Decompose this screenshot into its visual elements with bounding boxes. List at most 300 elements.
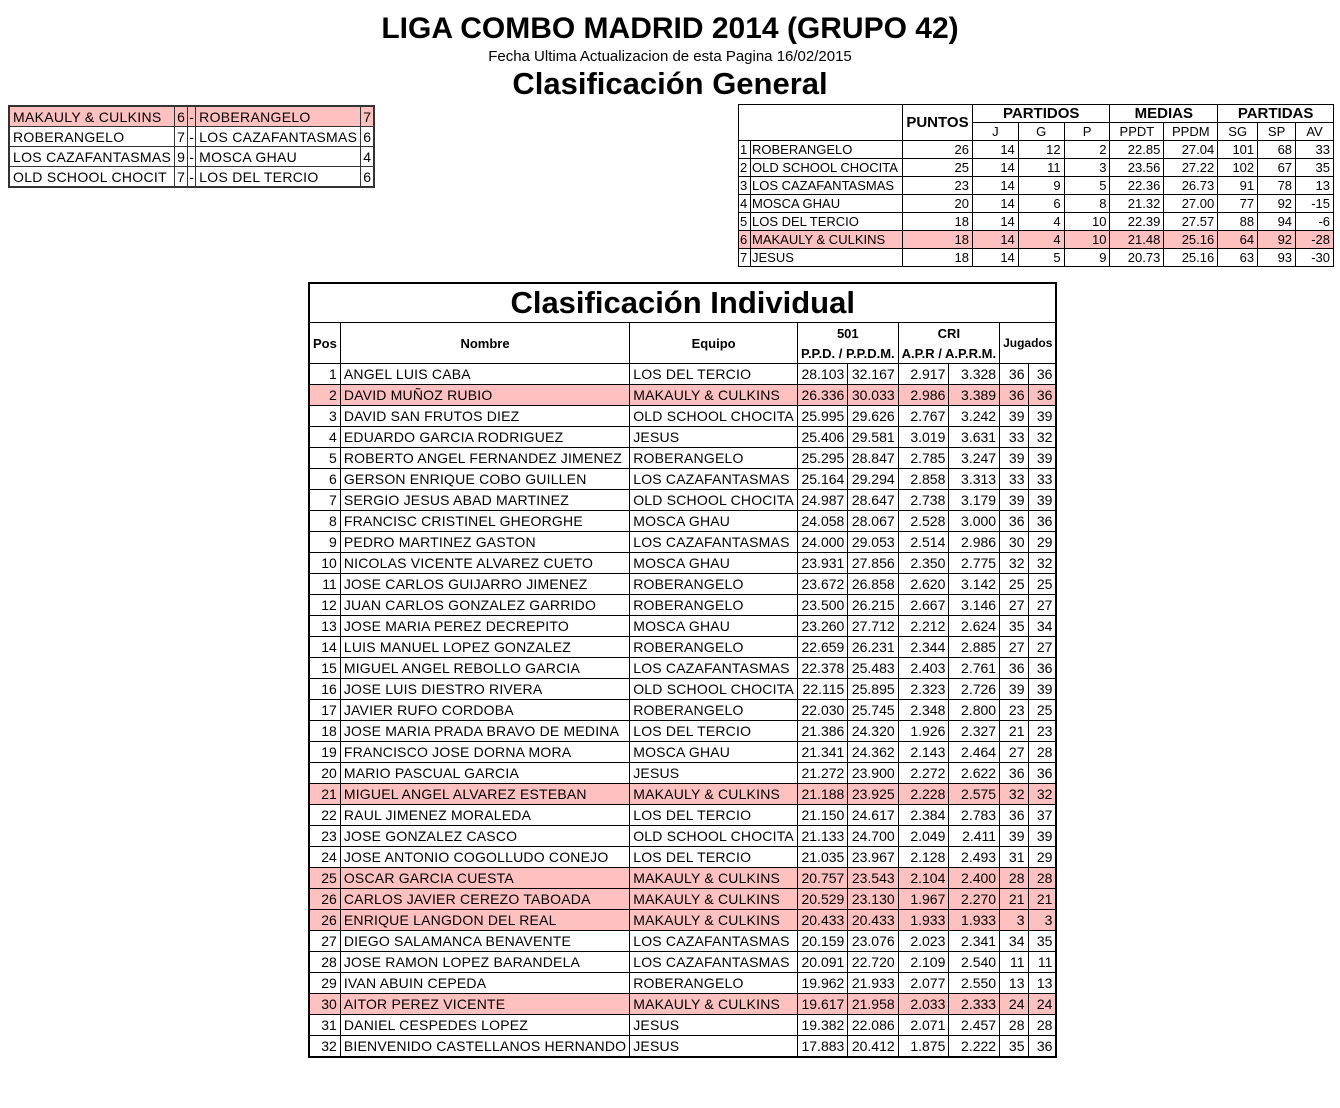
player-aprm: 3.631 — [949, 427, 1000, 448]
player-apr: 2.767 — [898, 406, 949, 427]
player-played-2: 13 — [1028, 973, 1056, 994]
general-ppdm: 26.73 — [1164, 177, 1218, 195]
player-played-2: 36 — [1028, 511, 1056, 532]
general-pos: 4 — [739, 195, 751, 213]
player-ppdm: 22.720 — [848, 952, 898, 973]
player-played-2: 39 — [1028, 679, 1056, 700]
player-pos: 26 — [309, 910, 340, 931]
general-pos: 5 — [739, 213, 751, 231]
player-pos: 17 — [309, 700, 340, 721]
player-played-1: 36 — [1000, 658, 1028, 679]
player-played-1: 33 — [1000, 427, 1028, 448]
player-row — [309, 700, 1056, 721]
player-row — [309, 532, 1056, 553]
match-home-team: LOS CAZAFANTASMAS — [9, 147, 175, 167]
general-classification-title: Clasificación General — [512, 66, 828, 101]
player-team: MAKAULY & CULKINS — [630, 784, 798, 805]
player-team: ROBERANGELO — [630, 700, 798, 721]
player-played-1: 27 — [1000, 742, 1028, 763]
player-team: OLD SCHOOL CHOCITA — [630, 490, 798, 511]
header-501: 501 — [797, 323, 898, 344]
player-ppdm: 24.700 — [848, 826, 898, 847]
general-pos: 3 — [739, 177, 751, 195]
player-pos: 18 — [309, 721, 340, 742]
player-name: ANGEL LUIS CABA — [340, 364, 629, 385]
player-ppd: 21.386 — [797, 721, 847, 742]
player-row — [309, 616, 1056, 637]
player-aprm: 2.327 — [949, 721, 1000, 742]
general-sp: 93 — [1258, 249, 1296, 267]
player-team: LOS DEL TERCIO — [630, 721, 798, 742]
player-name: DANIEL CESPEDES LOPEZ — [340, 1015, 629, 1036]
player-played-2: 36 — [1028, 658, 1056, 679]
general-team: ROBERANGELO — [750, 141, 902, 159]
match-row — [9, 127, 374, 147]
general-ppdm: 25.16 — [1164, 249, 1218, 267]
general-ppdm: 27.22 — [1164, 159, 1218, 177]
player-played-1: 39 — [1000, 679, 1028, 700]
player-row — [309, 1015, 1056, 1036]
match-away-score: 6 — [361, 127, 375, 147]
general-played: 14 — [972, 231, 1018, 249]
player-played-1: 27 — [1000, 595, 1028, 616]
matches-table — [8, 105, 375, 188]
match-home-team: ROBERANGELO — [9, 127, 175, 147]
player-pos: 29 — [309, 973, 340, 994]
player-ppd: 23.672 — [797, 574, 847, 595]
player-played-2: 39 — [1028, 490, 1056, 511]
individual-standings-table — [308, 282, 1057, 1058]
general-points: 25 — [902, 159, 972, 177]
player-pos: 7 — [309, 490, 340, 511]
player-team: MAKAULY & CULKINS — [630, 889, 798, 910]
player-apr: 1.933 — [898, 910, 949, 931]
player-apr: 2.785 — [898, 448, 949, 469]
general-av: -6 — [1296, 213, 1334, 231]
player-ppdm: 25.895 — [848, 679, 898, 700]
header-501-sub: P.P.D. / P.P.D.M. — [797, 343, 898, 364]
player-played-2: 29 — [1028, 532, 1056, 553]
player-ppdm: 32.167 — [848, 364, 898, 385]
player-name: FRANCISC CRISTINEL GHEORGHE — [340, 511, 629, 532]
player-played-1: 3 — [1000, 910, 1028, 931]
player-aprm: 2.550 — [949, 973, 1000, 994]
player-played-2: 32 — [1028, 427, 1056, 448]
player-ppdm: 23.925 — [848, 784, 898, 805]
player-team: LOS CAZAFANTASMAS — [630, 931, 798, 952]
player-apr: 1.926 — [898, 721, 949, 742]
player-played-2: 28 — [1028, 1015, 1056, 1036]
player-played-2: 11 — [1028, 952, 1056, 973]
player-played-2: 29 — [1028, 847, 1056, 868]
player-played-2: 3 — [1028, 910, 1056, 931]
player-name: DIEGO SALAMANCA BENAVENTE — [340, 931, 629, 952]
player-name: SERGIO JESUS ABAD MARTINEZ — [340, 490, 629, 511]
player-apr: 2.128 — [898, 847, 949, 868]
general-row — [739, 249, 1334, 267]
general-row — [739, 141, 1334, 159]
player-name: MARIO PASCUAL GARCIA — [340, 763, 629, 784]
player-aprm: 3.142 — [949, 574, 1000, 595]
player-ppd: 24.000 — [797, 532, 847, 553]
player-ppdm: 25.745 — [848, 700, 898, 721]
player-row — [309, 364, 1056, 385]
player-apr: 2.858 — [898, 469, 949, 490]
player-ppd: 19.382 — [797, 1015, 847, 1036]
player-ppd: 23.260 — [797, 616, 847, 637]
player-pos: 10 — [309, 553, 340, 574]
header-j: J — [972, 123, 1018, 141]
player-played-1: 28 — [1000, 1015, 1028, 1036]
player-team: LOS DEL TERCIO — [630, 847, 798, 868]
player-pos: 22 — [309, 805, 340, 826]
player-name: CARLOS JAVIER CEREZO TABOADA — [340, 889, 629, 910]
player-played-1: 36 — [1000, 763, 1028, 784]
player-team: MOSCA GHAU — [630, 511, 798, 532]
player-name: ROBERTO ANGEL FERNANDEZ JIMENEZ — [340, 448, 629, 469]
player-aprm: 3.146 — [949, 595, 1000, 616]
general-lost: 9 — [1064, 249, 1110, 267]
player-ppd: 20.529 — [797, 889, 847, 910]
player-ppd: 25.995 — [797, 406, 847, 427]
player-name: JOSE MARIA PRADA BRAVO DE MEDINA — [340, 721, 629, 742]
player-played-1: 36 — [1000, 805, 1028, 826]
player-apr: 2.023 — [898, 931, 949, 952]
player-row — [309, 973, 1056, 994]
player-played-2: 25 — [1028, 574, 1056, 595]
player-apr: 2.071 — [898, 1015, 949, 1036]
player-ppd: 21.150 — [797, 805, 847, 826]
general-ppdt: 22.39 — [1110, 213, 1164, 231]
player-name: MIGUEL ANGEL ALVAREZ ESTEBAN — [340, 784, 629, 805]
player-played-1: 23 — [1000, 700, 1028, 721]
player-pos: 11 — [309, 574, 340, 595]
individual-classification-title: Clasificación Individual — [309, 283, 1056, 323]
player-played-1: 39 — [1000, 448, 1028, 469]
player-ppdm: 28.647 — [848, 490, 898, 511]
general-sp: 92 — [1258, 195, 1296, 213]
player-row — [309, 553, 1056, 574]
general-lost: 3 — [1064, 159, 1110, 177]
player-aprm: 3.389 — [949, 385, 1000, 406]
player-apr: 2.344 — [898, 637, 949, 658]
header-puntos: PUNTOS — [902, 105, 972, 141]
player-ppd: 19.617 — [797, 994, 847, 1015]
player-team: JESUS — [630, 1036, 798, 1058]
player-apr: 2.667 — [898, 595, 949, 616]
player-team: MAKAULY & CULKINS — [630, 994, 798, 1015]
player-pos: 25 — [309, 868, 340, 889]
header-jugados: Jugados — [1000, 323, 1057, 364]
player-pos: 28 — [309, 952, 340, 973]
player-played-1: 34 — [1000, 931, 1028, 952]
general-played: 14 — [972, 249, 1018, 267]
general-av: -28 — [1296, 231, 1334, 249]
player-team: JESUS — [630, 427, 798, 448]
general-row — [739, 159, 1334, 177]
player-ppdm: 29.053 — [848, 532, 898, 553]
player-name: AITOR PEREZ VICENTE — [340, 994, 629, 1015]
player-pos: 31 — [309, 1015, 340, 1036]
general-points: 23 — [902, 177, 972, 195]
player-team: MOSCA GHAU — [630, 742, 798, 763]
general-played: 14 — [972, 177, 1018, 195]
player-name: GERSON ENRIQUE COBO GUILLEN — [340, 469, 629, 490]
player-pos: 15 — [309, 658, 340, 679]
general-standings-table — [738, 104, 1334, 267]
player-played-1: 32 — [1000, 784, 1028, 805]
general-sp: 94 — [1258, 213, 1296, 231]
header-ppdt: PPDT — [1110, 123, 1164, 141]
player-aprm: 2.800 — [949, 700, 1000, 721]
player-ppdm: 20.412 — [848, 1036, 898, 1058]
player-aprm: 3.242 — [949, 406, 1000, 427]
player-pos: 23 — [309, 826, 340, 847]
player-aprm: 2.540 — [949, 952, 1000, 973]
player-ppdm: 26.215 — [848, 595, 898, 616]
player-ppd: 21.341 — [797, 742, 847, 763]
player-row — [309, 910, 1056, 931]
player-pos: 4 — [309, 427, 340, 448]
player-ppd: 28.103 — [797, 364, 847, 385]
header-pos: Pos — [309, 323, 340, 364]
player-played-1: 39 — [1000, 826, 1028, 847]
player-name: JOSE MARIA PEREZ DECREPITO — [340, 616, 629, 637]
player-row — [309, 889, 1056, 910]
player-team: OLD SCHOOL CHOCITA — [630, 679, 798, 700]
player-name: JOSE RAMON LOPEZ BARANDELA — [340, 952, 629, 973]
player-apr: 3.019 — [898, 427, 949, 448]
player-name: JOSE LUIS DIESTRO RIVERA — [340, 679, 629, 700]
player-team: ROBERANGELO — [630, 574, 798, 595]
general-av: 35 — [1296, 159, 1334, 177]
player-apr: 1.967 — [898, 889, 949, 910]
player-played-1: 28 — [1000, 868, 1028, 889]
player-row — [309, 595, 1056, 616]
player-played-1: 25 — [1000, 574, 1028, 595]
player-played-2: 27 — [1028, 637, 1056, 658]
player-team: ROBERANGELO — [630, 448, 798, 469]
player-played-2: 36 — [1028, 385, 1056, 406]
player-played-1: 36 — [1000, 385, 1028, 406]
player-ppd: 22.659 — [797, 637, 847, 658]
player-apr: 2.104 — [898, 868, 949, 889]
general-header-blank — [739, 105, 903, 141]
player-ppd: 21.272 — [797, 763, 847, 784]
player-ppdm: 27.856 — [848, 553, 898, 574]
player-apr: 2.033 — [898, 994, 949, 1015]
general-ppdt: 22.36 — [1110, 177, 1164, 195]
player-team: ROBERANGELO — [630, 637, 798, 658]
player-aprm: 2.885 — [949, 637, 1000, 658]
general-ppdt: 20.73 — [1110, 249, 1164, 267]
player-team: LOS CAZAFANTASMAS — [630, 532, 798, 553]
player-ppd: 23.500 — [797, 595, 847, 616]
match-row — [9, 147, 374, 167]
player-aprm: 2.986 — [949, 532, 1000, 553]
player-row — [309, 574, 1056, 595]
player-ppdm: 24.320 — [848, 721, 898, 742]
player-played-2: 37 — [1028, 805, 1056, 826]
general-won: 6 — [1018, 195, 1064, 213]
player-ppd: 21.133 — [797, 826, 847, 847]
header-partidas: PARTIDAS — [1218, 105, 1334, 123]
player-ppd: 22.115 — [797, 679, 847, 700]
general-ppdt: 21.32 — [1110, 195, 1164, 213]
player-played-1: 36 — [1000, 364, 1028, 385]
general-av: 13 — [1296, 177, 1334, 195]
general-pos: 2 — [739, 159, 751, 177]
general-lost: 8 — [1064, 195, 1110, 213]
player-name: EDUARDO GARCIA RODRIGUEZ — [340, 427, 629, 448]
player-pos: 30 — [309, 994, 340, 1015]
general-played: 14 — [972, 141, 1018, 159]
player-team: LOS CAZAFANTASMAS — [630, 952, 798, 973]
match-home-team: OLD SCHOOL CHOCIT — [9, 167, 175, 188]
player-team: MAKAULY & CULKINS — [630, 868, 798, 889]
player-aprm: 2.775 — [949, 553, 1000, 574]
player-ppd: 17.883 — [797, 1036, 847, 1058]
general-sg: 88 — [1218, 213, 1258, 231]
player-played-2: 28 — [1028, 868, 1056, 889]
player-name: FRANCISCO JOSE DORNA MORA — [340, 742, 629, 763]
player-apr: 2.986 — [898, 385, 949, 406]
player-played-1: 11 — [1000, 952, 1028, 973]
player-pos: 9 — [309, 532, 340, 553]
player-row — [309, 994, 1056, 1015]
player-team: OLD SCHOOL CHOCITA — [630, 826, 798, 847]
player-ppd: 25.164 — [797, 469, 847, 490]
player-played-1: 13 — [1000, 973, 1028, 994]
player-name: JAVIER RUFO CORDOBA — [340, 700, 629, 721]
player-row — [309, 511, 1056, 532]
player-played-1: 27 — [1000, 637, 1028, 658]
player-apr: 2.323 — [898, 679, 949, 700]
player-pos: 24 — [309, 847, 340, 868]
player-apr: 2.348 — [898, 700, 949, 721]
player-team: LOS DEL TERCIO — [630, 805, 798, 826]
general-sg: 64 — [1218, 231, 1258, 249]
match-away-score: 6 — [361, 167, 375, 188]
general-team: MOSCA GHAU — [750, 195, 902, 213]
player-played-2: 28 — [1028, 742, 1056, 763]
player-played-2: 36 — [1028, 364, 1056, 385]
player-ppdm: 25.483 — [848, 658, 898, 679]
player-ppdm: 21.933 — [848, 973, 898, 994]
player-played-1: 30 — [1000, 532, 1028, 553]
player-team: OLD SCHOOL CHOCITA — [630, 406, 798, 427]
player-played-1: 35 — [1000, 1036, 1028, 1058]
player-aprm: 2.493 — [949, 847, 1000, 868]
player-ppdm: 21.958 — [848, 994, 898, 1015]
player-team: LOS DEL TERCIO — [630, 364, 798, 385]
player-aprm: 2.575 — [949, 784, 1000, 805]
general-sg: 63 — [1218, 249, 1258, 267]
general-sp: 78 — [1258, 177, 1296, 195]
player-name: JOSE GONZALEZ CASCO — [340, 826, 629, 847]
general-played: 14 — [972, 159, 1018, 177]
general-av: 33 — [1296, 141, 1334, 159]
player-row — [309, 427, 1056, 448]
header-cri: CRI — [898, 323, 999, 344]
player-pos: 26 — [309, 889, 340, 910]
player-aprm: 3.247 — [949, 448, 1000, 469]
header-av: AV — [1296, 123, 1334, 141]
player-played-1: 32 — [1000, 553, 1028, 574]
header-p: P — [1064, 123, 1110, 141]
player-pos: 12 — [309, 595, 340, 616]
general-av: -30 — [1296, 249, 1334, 267]
player-ppd: 23.931 — [797, 553, 847, 574]
player-played-2: 32 — [1028, 784, 1056, 805]
player-name: MIGUEL ANGEL REBOLLO GARCIA — [340, 658, 629, 679]
general-won: 9 — [1018, 177, 1064, 195]
general-ppdm: 25.16 — [1164, 231, 1218, 249]
general-points: 20 — [902, 195, 972, 213]
player-played-1: 39 — [1000, 490, 1028, 511]
general-ppdm: 27.00 — [1164, 195, 1218, 213]
player-aprm: 2.624 — [949, 616, 1000, 637]
general-pos: 1 — [739, 141, 751, 159]
player-ppdm: 24.617 — [848, 805, 898, 826]
player-played-2: 35 — [1028, 931, 1056, 952]
general-ppdt: 21.48 — [1110, 231, 1164, 249]
player-aprm: 2.622 — [949, 763, 1000, 784]
player-row — [309, 637, 1056, 658]
player-played-1: 21 — [1000, 889, 1028, 910]
general-team: LOS CAZAFANTASMAS — [750, 177, 902, 195]
general-sg: 77 — [1218, 195, 1258, 213]
player-team: MAKAULY & CULKINS — [630, 910, 798, 931]
match-separator: - — [188, 106, 196, 127]
general-sg: 102 — [1218, 159, 1258, 177]
player-ppd: 26.336 — [797, 385, 847, 406]
player-played-1: 36 — [1000, 511, 1028, 532]
player-ppdm: 28.067 — [848, 511, 898, 532]
header-ppdm: PPDM — [1164, 123, 1218, 141]
player-ppd: 21.035 — [797, 847, 847, 868]
player-played-1: 39 — [1000, 406, 1028, 427]
player-apr: 2.514 — [898, 532, 949, 553]
player-pos: 19 — [309, 742, 340, 763]
general-row — [739, 213, 1334, 231]
general-points: 18 — [902, 213, 972, 231]
player-row — [309, 385, 1056, 406]
player-apr: 1.875 — [898, 1036, 949, 1058]
player-ppdm: 23.900 — [848, 763, 898, 784]
player-ppdm: 29.294 — [848, 469, 898, 490]
match-home-score: 9 — [175, 147, 188, 167]
general-played: 14 — [972, 213, 1018, 231]
player-team: MOSCA GHAU — [630, 553, 798, 574]
player-ppd: 19.962 — [797, 973, 847, 994]
player-played-2: 34 — [1028, 616, 1056, 637]
player-played-1: 31 — [1000, 847, 1028, 868]
player-aprm: 2.222 — [949, 1036, 1000, 1058]
player-row — [309, 952, 1056, 973]
general-sg: 101 — [1218, 141, 1258, 159]
player-aprm: 3.313 — [949, 469, 1000, 490]
player-team: JESUS — [630, 763, 798, 784]
match-away-score: 4 — [361, 147, 375, 167]
player-team: LOS CAZAFANTASMAS — [630, 658, 798, 679]
general-lost: 2 — [1064, 141, 1110, 159]
player-ppd: 22.378 — [797, 658, 847, 679]
general-row — [739, 231, 1334, 249]
player-ppdm: 24.362 — [848, 742, 898, 763]
player-aprm: 2.761 — [949, 658, 1000, 679]
player-row — [309, 679, 1056, 700]
